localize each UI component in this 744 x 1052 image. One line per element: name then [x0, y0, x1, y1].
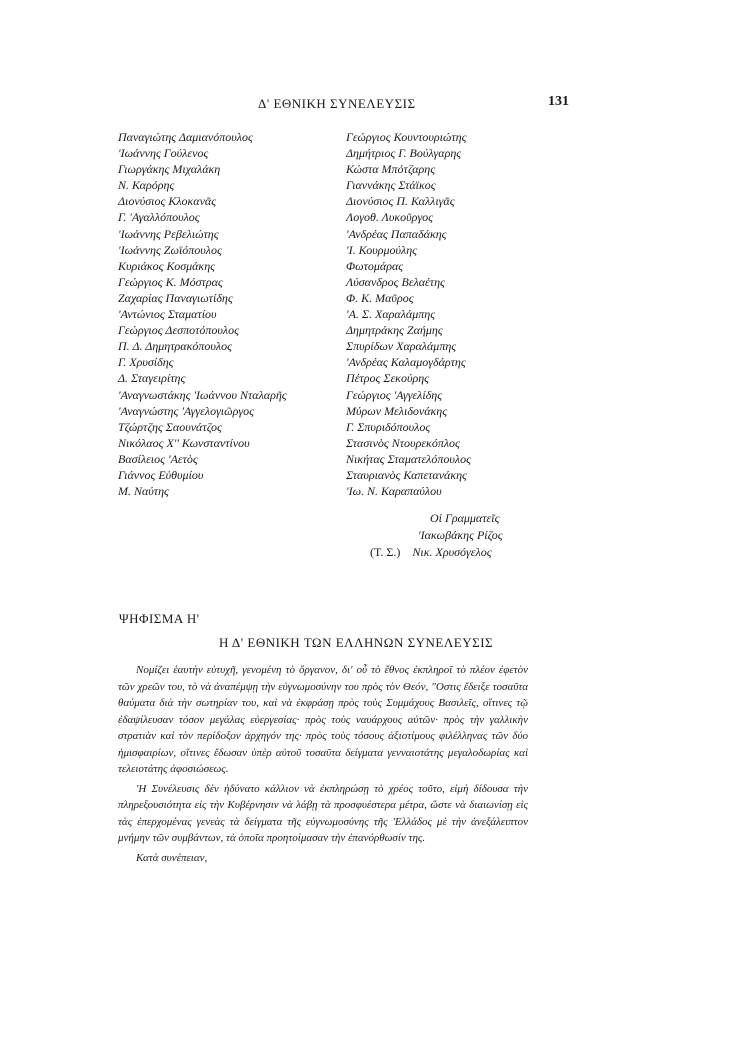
signatory-name: 'Ιωάννης Ζωϊόπουλος [118, 242, 222, 257]
running-title: Δ' ΕΘΝΙΚΗ ΣΥΝΕΛΕΥΣΙΣ [258, 96, 416, 111]
seal-mark: (Τ. Σ.) [370, 545, 401, 559]
signatory-name: Γιαννάκης Στάϊκος [346, 178, 436, 193]
signatory-name: 'Αντώνιος Σταματίου [118, 307, 217, 322]
signatory-name: Γιάννος Εὐθυμίου [118, 467, 204, 482]
signatory-name: Νικήτας Σταματελόπουλος [346, 451, 471, 466]
page-number: 131 [548, 94, 569, 109]
signatory-name: Γιωργάκης Μιχαλάκη [118, 162, 221, 177]
signatories-left-column [118, 129, 287, 499]
signatory-name: 'Ιω. Ν. Καραπαύλου [346, 484, 442, 499]
signatories-right-column [346, 129, 471, 499]
signatory-name: Γεώργιος 'Αγγελίδης [346, 387, 443, 402]
signatory-name: Κυριάκος Κοσμάκης [118, 258, 216, 273]
signatory-name: Στασινὸς Ντουρεκόπλος [346, 435, 460, 450]
signatory-name: Μ. Ναύτης [118, 484, 169, 499]
signatory-name: Γεώργιος Κ. Μόστρας [118, 274, 223, 289]
signatory-name: Παναγιώτης Δαμιανόπουλος [118, 130, 253, 144]
signatory-name: 'Ιωάννης Γούλενος [118, 146, 209, 161]
signatory-name: Γ. 'Αγαλλόπουλος [118, 210, 200, 225]
signatory-name: 'Ι. Κουρμούλης [346, 242, 418, 257]
decree-body [118, 662, 528, 869]
decree-paragraph: Κατὰ συνέπειαν, [136, 851, 208, 864]
signatory-name: 'Ανδρέας Παπαδάκης [346, 226, 447, 241]
signatory-name: Φωτομάρας [346, 258, 404, 273]
secretaries-title: Οἱ Γραμματεῖς [430, 511, 500, 525]
signatory-name: Λύσανδρος Βελαέτης [346, 274, 445, 289]
decree-label: ΨΗΦΙΣΜΑ Η' [119, 611, 200, 626]
signatory-name: 'Ανδρέας Καλαμογδάρτης [346, 355, 466, 370]
signatory-name: Μύρων Μελιδονάκης [346, 403, 448, 418]
signatory-name: Σταυριανὸς Καπετανάκης [346, 467, 467, 482]
signatory-name: 'Αναγνώστης 'Αγγελογιῶργος [118, 403, 254, 418]
signatory-name: Ν. Καρόρης [118, 178, 175, 193]
signatory-name: Διονύσιος Κλοκανᾶς [118, 194, 217, 209]
signatory-name: Γ. Χρυσίδης [118, 355, 174, 370]
signatory-name: Διονύσιος Π. Καλλιγᾶς [346, 194, 455, 209]
signatory-name: Σπυρίδων Χαραλάμπης [346, 339, 457, 354]
secretary-line [370, 544, 492, 561]
secretary-name: Νικ. Χρυσόγελος [412, 545, 492, 559]
signatory-name: Πέτρος Σεκούρης [346, 371, 430, 386]
decree-paragraph: 'Η Συνέλευσις δὲν ἠδύνατο κάλλιον νὰ ἐκπληρώσῃ τὸ χρέος τοῦτο, εἰμὴ δίδουσα τὴν πληρεξουσιότητα εἰς τὴν Κυβέρνησιν νὰ λάβῃ τὰ προσφυέστερα μέτρα, ὥστε νὰ διαιωνίσῃ εἰς τὰς ἐπερχομένας γενεὰς τὰ δείγματα τῆς εὐγνωμοσύνης τῆς 'Ελλάδος μὲ τὴν ἀνεξάλειπτον μνήμην τῶν συμβάντων, τὰ ὁποῖα προητοίμασαν τὴν ἐπανόρθωσίν της. [118, 782, 528, 844]
signatory-name: Νικόλαος Χ'' Κωνσταντίνου [118, 435, 250, 450]
signatory-name: Δημήτριος Γ. Βούλγαρης [346, 146, 462, 161]
signatory-name: Κώστα Μπότζαρης [346, 162, 436, 177]
signatory-name: 'Ιωάννης Ρεβελιώτης [118, 226, 219, 241]
signatory-name: Γ. Σπυριδόπουλος [346, 419, 431, 434]
signatory-name: Γεώργιος Κουντουριώτης [346, 130, 467, 144]
signatory-name: 'Αναγνωστάκης 'Ιωάννου Νταλαρῆς [118, 387, 287, 402]
signatory-name: 'Α. Σ. Χαραλάμπης [346, 307, 436, 322]
signatory-name: Π. Δ. Δημητρακόπουλος [118, 339, 232, 354]
signatory-name: Δημητράκης Ζαήμης [346, 323, 443, 338]
signatory-name: Φ. Κ. Μαῦρος [346, 290, 414, 305]
decree-heading: Η Δ' ΕΘΝΙΚΗ ΤΩΝ ΕΛΛΗΝΩΝ ΣΥΝΕΛΕΥΣΙΣ [219, 635, 494, 650]
signatory-name: Γεώργιος Δεσποτόπουλος [118, 323, 239, 338]
signatory-name: Λογοθ. Λυκοῦργος [346, 210, 434, 225]
signatory-name: Τζώρτζης Σαουνάτζος [118, 419, 222, 434]
signatory-name: Βασίλειος 'Αετὸς [118, 451, 198, 466]
signatory-name: Ζαχαρίας Παναγιωτίδης [118, 290, 233, 305]
decree-paragraph: Νομίζει ἑαυτὴν εὐτυχῆ, γενομένη τὸ ὄργανον, δι' οὗ τὸ ἔθνος ἐκπληροῖ τὸ πλέον ἐφετὸν τῶν χρεῶν του, τὸ νὰ ἀναπέμψῃ τὴν εὐγνωμοσύνην του πρὸς τὸν Θεόν, "Οστις ἔδειξε τοσαῦτα θαύματα διὰ τὴν σωτηρίαν του, καὶ νὰ ἐκφράσῃ πρὸς τοὺς Συμμάχους Βασιλεῖς, οἵτινες τῷ ἐδαψίλευσαν τόσον μεγάλας εὐεργεσίας· πρὸς τοὺς ναυάρχους αὐτῶν· πρὸς τὴν γαλλικὴν στρατιὰν καὶ τὸν περίδοξον ἀρχηγόν της· πρὸς τοὺς τόσους ἀξιοτίμους φιλέλληνας τῶν δύο ἡμισφαιρίων, οἵτινες ἔδωσαν ὑπὲρ αὐτοῦ τοσαῦτα δείγματα γενναιοτάτης μεγαλοδωρίας καὶ τελειοτάτης ἀφοσιώσεως. [118, 664, 528, 775]
secretary-name: 'Ιακωβάκης Ρίζος [418, 528, 503, 542]
signatory-name: Δ. Σταγειρίτης [118, 371, 186, 386]
